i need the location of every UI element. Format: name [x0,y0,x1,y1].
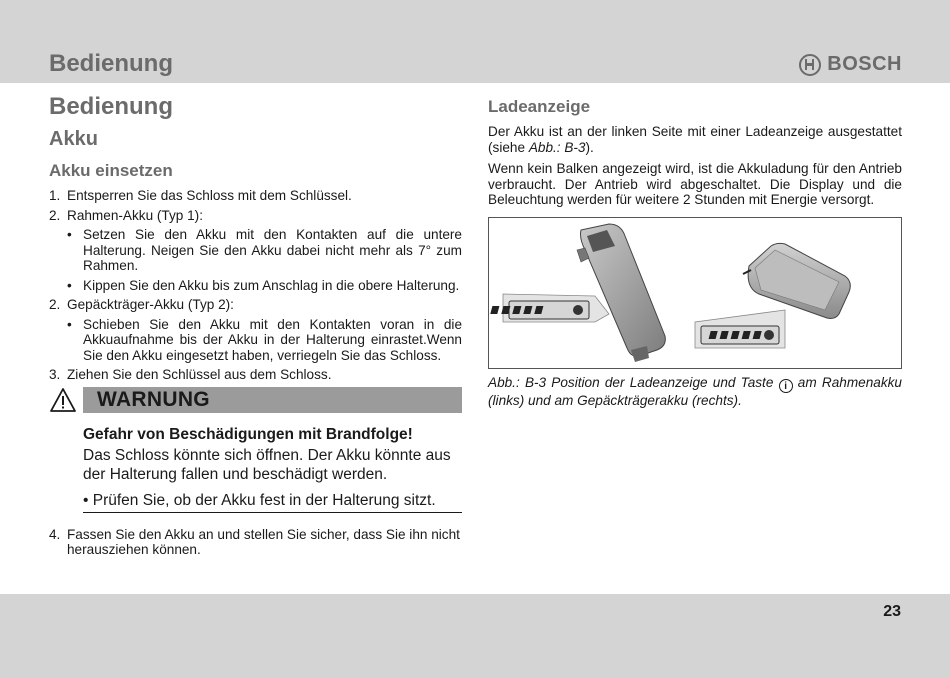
page-number: 23 [883,603,901,620]
step-text: Entsperren Sie das Schloss mit dem Schlüssel. [67,188,352,203]
caption-text-b: am Rahmenakku (links) und am Gepäckträgerakku (rechts). [488,374,902,408]
figure-reference: Abb.: B-3 [528,139,586,155]
bullet-item: • Kippen Sie den Akku bis zum Anschlag in die obere Halterung. [49,278,462,294]
brand-name: BOSCH [827,53,902,75]
figure-caption [488,375,902,409]
step-number: 3. [49,367,61,382]
left-column [49,92,462,562]
warning-action: • Prüfen Sie, ob der Akku fest in der Halterung sitzt. [83,491,462,513]
charge-button-left-icon [573,305,583,315]
bullet-item: • Schieben Sie den Akku mit den Kontakten voran in die Akkuaufnahme bis der Akku in der Halterung einrastet.Wenn Sie den Akku eingesetzt haben, verriegeln Sie das Schloss. [49,317,462,364]
step-text: Gepäckträger-Akku (Typ 2): [67,297,234,312]
warning-label: WARNUNG [97,387,210,411]
bosch-logo [799,53,902,76]
info-button-icon: i [779,379,793,393]
subsubsection-title: Akku einsetzen [49,161,173,180]
step-item [49,188,462,204]
step-item [49,297,462,313]
warning-box [49,387,462,513]
warning-body [83,425,462,513]
step-text: Ziehen Sie den Schlüssel aus dem Schloss. [67,367,332,382]
step-number: 2. [49,207,61,223]
figure-b3 [488,217,902,369]
step-text: Fassen Sie den Akku an und stellen Sie sicher, dass Sie ihn nicht herausziehen können. [67,526,460,557]
step-number: 4. [49,526,61,542]
warning-triangle-icon [49,387,77,413]
warning-headline: Gefahr von Beschädigungen mit Brandfolge! [83,425,413,443]
subsection-title: Akku [49,128,98,150]
steps-list [49,527,462,558]
para1-text-b: ). [585,139,594,155]
footer-band [0,594,950,677]
header-title: Bedienung [49,50,173,77]
steps-list [49,367,462,383]
charge-button-right-icon [764,330,774,340]
warning-label-bar [83,387,462,413]
step-number: 1. [49,188,61,203]
right-column [488,96,902,409]
section-title: Bedienung [49,93,173,120]
bullet-item: • Setzen Sie den Akku mit den Kontakten auf die untere Halterung. Neigen Sie den Akku dabei nicht mehr als 7° zum Rahmen. [49,227,462,274]
bosch-armature-icon [799,54,821,76]
caption-text-a: Abb.: B-3 Position der Ladeanzeige und Taste [488,374,779,390]
step-number: 2. [49,297,61,312]
warning-text: Das Schloss könnte sich öffnen. Der Akku könnte aus der Halterung fallen und beschädigt werden. [83,446,451,483]
bullets-typ1 [49,227,462,293]
para1-text-a: Der Akku ist an der linken Seite mit einer Ladeanzeige ausgestattet (siehe [488,124,902,155]
step-item [49,367,462,383]
ladeanzeige-paragraph-2: Wenn kein Balken angezeigt wird, ist die Akkuladung für den Antrieb verbraucht. Der Antrieb wird abgeschaltet. Die Display und die Beleuchtung werden für weitere 2 Stunden mit Energie versorgt. [488,161,902,207]
rack-battery [743,243,850,318]
steps-list [49,297,462,313]
ladeanzeige-title: Ladeanzeige [488,97,591,116]
frame-battery [577,224,665,362]
battery-illustration [489,218,901,368]
step-item [49,208,462,224]
step-item [49,527,462,558]
bullets-typ2 [49,317,462,364]
step-text: Rahmen-Akku (Typ 1): [67,207,203,223]
steps-list [49,188,462,223]
ladeanzeige-paragraph-1 [488,124,902,155]
